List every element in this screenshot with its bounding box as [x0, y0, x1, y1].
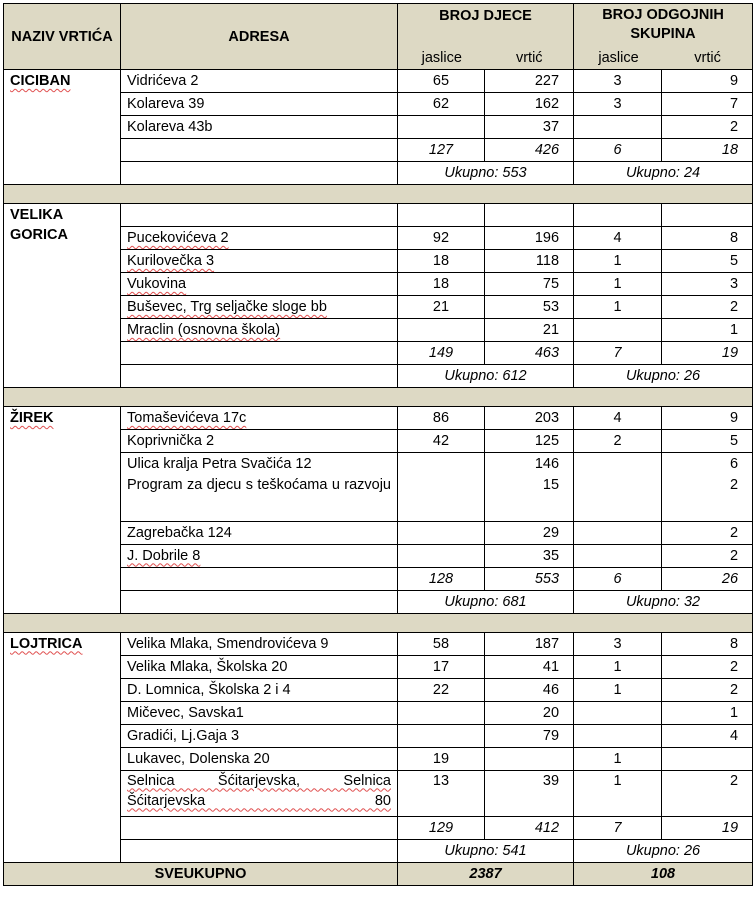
- sum-children-vrtic: 412: [485, 816, 574, 839]
- groups-vrtic: 2: [662, 655, 753, 678]
- groups-jaslice: 1: [574, 770, 662, 816]
- header-children-jaslice: jaslice: [421, 50, 462, 66]
- children-jaslice: [398, 544, 485, 567]
- children-jaslice: 22: [398, 678, 485, 701]
- groups-jaslice: [574, 319, 662, 342]
- children-jaslice: 18: [398, 273, 485, 296]
- children-jaslice: 58: [398, 632, 485, 655]
- address-cell: Tomaševićeva 17c: [121, 407, 398, 430]
- children-jaslice: 42: [398, 430, 485, 453]
- groups-vrtic: 2: [662, 296, 753, 319]
- groups-vrtic: [662, 747, 753, 770]
- header-groups: BROJ ODGOJNIH SKUPINA jaslice vrtić: [574, 4, 753, 70]
- sum-groups-vrtic: 19: [662, 342, 753, 365]
- grand-total-label: SVEUKUPNO: [4, 862, 398, 885]
- address-cell: Buševec, Trg seljačke sloge bb: [121, 296, 398, 319]
- children-vrtic: 162: [485, 93, 574, 116]
- total-children: Ukupno: 553: [398, 162, 574, 185]
- kindergarten-table: [3, 3, 753, 886]
- groups-vrtic: 8: [662, 632, 753, 655]
- children-vrtic: 29: [485, 521, 574, 544]
- children-jaslice: [398, 521, 485, 544]
- address-cell: Selnica Šćitarjevska, Selnica Šćitarjevska 80: [121, 770, 398, 816]
- kindergarten-name: CICIBAN: [4, 70, 121, 185]
- children-jaslice: [398, 116, 485, 139]
- section-divider: [4, 388, 753, 407]
- header-address: ADRESA: [121, 4, 398, 70]
- groups-jaslice: 2: [574, 430, 662, 453]
- sum-groups-jaslice: 7: [574, 816, 662, 839]
- children-jaslice: 92: [398, 227, 485, 250]
- children-vrtic: 196: [485, 227, 574, 250]
- sum-groups-jaslice: 7: [574, 342, 662, 365]
- groups-vrtic: 4: [662, 724, 753, 747]
- address-cell: Pucekovićeva 2: [121, 227, 398, 250]
- children-vrtic: 37: [485, 116, 574, 139]
- groups-jaslice: [574, 116, 662, 139]
- children-vrtic: 146: [485, 453, 574, 476]
- address-cell: Gradići, Lj.Gaja 3: [121, 724, 398, 747]
- groups-vrtic: 1: [662, 319, 753, 342]
- groups-vrtic: 9: [662, 407, 753, 430]
- children-vrtic: 39: [485, 770, 574, 816]
- groups-jaslice: 1: [574, 273, 662, 296]
- sum-children-jaslice: 129: [398, 816, 485, 839]
- children-vrtic: 15: [485, 475, 574, 521]
- address-cell: [121, 365, 398, 388]
- address-cell: Vukovina: [121, 273, 398, 296]
- groups-vrtic: 7: [662, 93, 753, 116]
- children-jaslice: [398, 701, 485, 724]
- children-vrtic: [485, 747, 574, 770]
- children-vrtic: 75: [485, 273, 574, 296]
- children-vrtic: 187: [485, 632, 574, 655]
- groups-vrtic: 2: [662, 116, 753, 139]
- sum-children-vrtic: 553: [485, 567, 574, 590]
- section-divider: [4, 613, 753, 632]
- address-cell: Program za djecu s teškoćama u razvoju: [121, 475, 398, 521]
- total-children: Ukupno: 681: [398, 590, 574, 613]
- address-cell: Velika Mlaka, Smendrovićeva 9: [121, 632, 398, 655]
- children-vrtic: 35: [485, 544, 574, 567]
- groups-jaslice: [574, 701, 662, 724]
- header-name: NAZIV VRTIĆA: [4, 4, 121, 70]
- groups-vrtic: 2: [662, 678, 753, 701]
- children-jaslice: 65: [398, 70, 485, 93]
- grand-total-row: [4, 862, 753, 885]
- address-cell: [121, 839, 398, 862]
- total-groups: Ukupno: 24: [574, 162, 753, 185]
- sum-groups-vrtic: 19: [662, 816, 753, 839]
- address-cell: Kolareva 43b: [121, 116, 398, 139]
- sum-groups-jaslice: 6: [574, 567, 662, 590]
- children-vrtic: 125: [485, 430, 574, 453]
- total-groups: Ukupno: 32: [574, 590, 753, 613]
- groups-vrtic: 1: [662, 701, 753, 724]
- address-cell: [121, 816, 398, 839]
- groups-jaslice: 4: [574, 407, 662, 430]
- empty-cell: [662, 204, 753, 227]
- address-cell: Koprivnička 2: [121, 430, 398, 453]
- address-cell: [121, 139, 398, 162]
- children-vrtic: 79: [485, 724, 574, 747]
- groups-vrtic: 2: [662, 475, 753, 521]
- empty-cell: [398, 204, 485, 227]
- children-vrtic: 53: [485, 296, 574, 319]
- address-cell: Kolareva 39: [121, 93, 398, 116]
- groups-jaslice: 3: [574, 632, 662, 655]
- children-jaslice: 18: [398, 250, 485, 273]
- grand-total-children: 2387: [398, 862, 574, 885]
- children-jaslice: 21: [398, 296, 485, 319]
- children-vrtic: 118: [485, 250, 574, 273]
- address-cell: Ulica kralja Petra Svačića 12: [121, 453, 398, 476]
- groups-jaslice: 4: [574, 227, 662, 250]
- header-children: BROJ DJECE jaslice vrtić: [398, 4, 574, 70]
- address-cell: Zagrebačka 124: [121, 521, 398, 544]
- children-vrtic: 41: [485, 655, 574, 678]
- groups-vrtic: 8: [662, 227, 753, 250]
- children-jaslice: [398, 319, 485, 342]
- address-cell: [121, 162, 398, 185]
- children-vrtic: 21: [485, 319, 574, 342]
- sum-children-vrtic: 463: [485, 342, 574, 365]
- groups-jaslice: [574, 521, 662, 544]
- groups-vrtic: 6: [662, 453, 753, 476]
- empty-cell: [485, 204, 574, 227]
- groups-jaslice: [574, 475, 662, 521]
- empty-cell: [574, 204, 662, 227]
- children-jaslice: [398, 475, 485, 521]
- address-cell: J. Dobrile 8: [121, 544, 398, 567]
- header-groups-jaslice: jaslice: [598, 50, 639, 66]
- groups-vrtic: 5: [662, 430, 753, 453]
- children-jaslice: 13: [398, 770, 485, 816]
- groups-vrtic: 3: [662, 273, 753, 296]
- address-cell: [121, 204, 398, 227]
- address-cell: Mraclin (osnovna škola): [121, 319, 398, 342]
- sum-children-jaslice: 127: [398, 139, 485, 162]
- kindergarten-name: LOJTRICA: [4, 632, 121, 862]
- children-jaslice: 17: [398, 655, 485, 678]
- address-cell: Vidrićeva 2: [121, 70, 398, 93]
- groups-jaslice: [574, 453, 662, 476]
- groups-jaslice: [574, 544, 662, 567]
- address-cell: D. Lomnica, Školska 2 i 4: [121, 678, 398, 701]
- children-jaslice: 19: [398, 747, 485, 770]
- kindergarten-name: VELIKA GORICA: [4, 204, 121, 388]
- total-groups: Ukupno: 26: [574, 839, 753, 862]
- children-jaslice: [398, 453, 485, 476]
- header-groups-vrtic: vrtić: [694, 50, 721, 66]
- address-cell: [121, 342, 398, 365]
- sum-children-vrtic: 426: [485, 139, 574, 162]
- groups-vrtic: 2: [662, 544, 753, 567]
- address-cell: [121, 590, 398, 613]
- children-vrtic: 227: [485, 70, 574, 93]
- groups-jaslice: 1: [574, 296, 662, 319]
- section-divider: [4, 185, 753, 204]
- children-jaslice: 86: [398, 407, 485, 430]
- sum-groups-jaslice: 6: [574, 139, 662, 162]
- groups-jaslice: [574, 724, 662, 747]
- groups-vrtic: 5: [662, 250, 753, 273]
- children-vrtic: 203: [485, 407, 574, 430]
- total-children: Ukupno: 612: [398, 365, 574, 388]
- sum-children-jaslice: 149: [398, 342, 485, 365]
- address-cell: Velika Mlaka, Školska 20: [121, 655, 398, 678]
- address-cell: Lukavec, Dolenska 20: [121, 747, 398, 770]
- groups-jaslice: 1: [574, 250, 662, 273]
- total-children: Ukupno: 541: [398, 839, 574, 862]
- grand-total-groups: 108: [574, 862, 753, 885]
- header-children-vrtic: vrtić: [515, 50, 543, 66]
- sum-groups-vrtic: 18: [662, 139, 753, 162]
- children-vrtic: 20: [485, 701, 574, 724]
- children-vrtic: 46: [485, 678, 574, 701]
- groups-jaslice: 3: [574, 93, 662, 116]
- address-cell: Kurilovečka 3: [121, 250, 398, 273]
- children-jaslice: 62: [398, 93, 485, 116]
- kindergarten-name: ŽIREK: [4, 407, 121, 614]
- address-cell: Mičevec, Savska1: [121, 701, 398, 724]
- sum-groups-vrtic: 26: [662, 567, 753, 590]
- groups-jaslice: 1: [574, 747, 662, 770]
- address-cell: [121, 567, 398, 590]
- groups-vrtic: 2: [662, 770, 753, 816]
- sum-children-jaslice: 128: [398, 567, 485, 590]
- groups-vrtic: 2: [662, 521, 753, 544]
- groups-vrtic: 9: [662, 70, 753, 93]
- total-groups: Ukupno: 26: [574, 365, 753, 388]
- groups-jaslice: 3: [574, 70, 662, 93]
- children-jaslice: [398, 724, 485, 747]
- groups-jaslice: 1: [574, 678, 662, 701]
- groups-jaslice: 1: [574, 655, 662, 678]
